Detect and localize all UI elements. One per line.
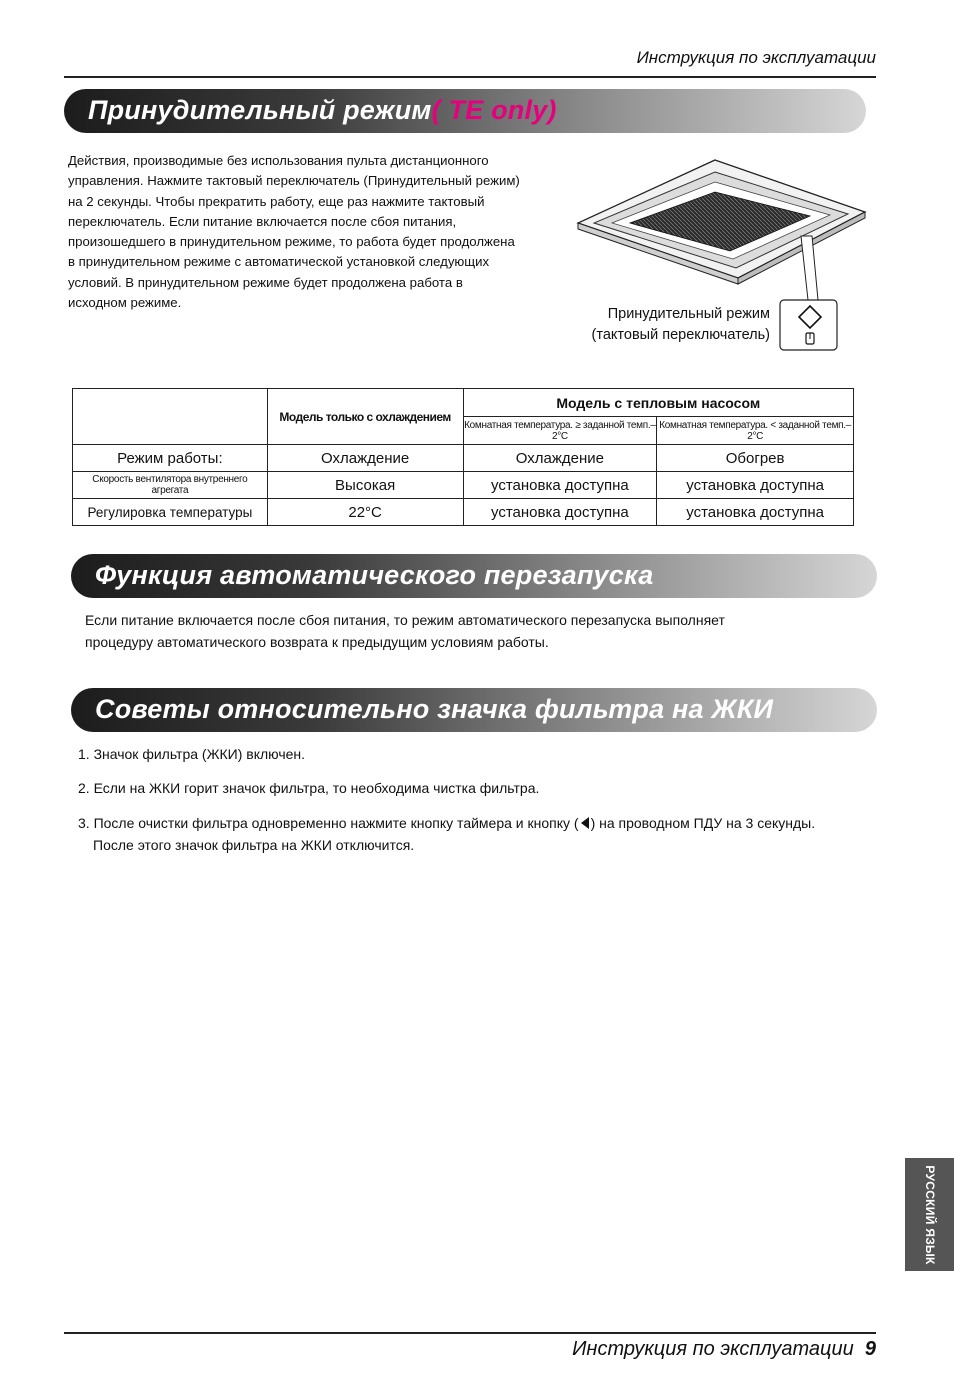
section2-paragraph: [85, 609, 725, 653]
row-label: Скорость вентилятора внутреннего агрегата: [73, 472, 268, 499]
table-row: [73, 445, 854, 472]
section1-paragraph: [68, 151, 573, 313]
list-item-text: 2. Если на ЖКИ горит значок фильтра, то необходима чистка фильтра.: [78, 780, 540, 796]
table-row: [73, 472, 854, 499]
page-number: 9: [864, 1338, 876, 1360]
figure-caption-line1: Принудительный режим: [607, 306, 770, 322]
paragraph-line: в принудительном режиме с автоматической установкой следующих: [68, 254, 490, 270]
forced-mode-table: [72, 388, 854, 526]
col-heat-pump-ge: Комнатная температура. ≥ заданной темп.–2°C: [463, 417, 657, 445]
paragraph-line: переключатель. Если питание включается после сбоя питания,: [68, 213, 457, 229]
cell-cool-only: 22°C: [267, 499, 463, 526]
footer-rule: [64, 1332, 876, 1334]
header-rule: [64, 76, 876, 78]
figure-caption: [556, 304, 770, 346]
tact-switch-icon: [790, 302, 830, 348]
col-heat-pump: Модель с тепловым насосом: [463, 389, 854, 417]
cell-hp-ge: установка доступна: [463, 472, 657, 499]
paragraph-line: произошедшего в принудительном режиме, то работа будет продолжена: [68, 234, 515, 250]
row-label: Регулировка температуры: [73, 499, 268, 526]
table-row: [73, 499, 854, 526]
list-item: [78, 777, 539, 799]
paragraph-line: исходном режиме.: [68, 295, 182, 311]
section2-banner: [71, 554, 877, 598]
list-item-text: 3. После очистки фильтра одновременно нажмите кнопку таймера и кнопку ( ) на проводном ПДУ на 3 секунды.: [78, 815, 816, 831]
paragraph-line: Действия, производимые без использования пульта дистанционного: [68, 153, 489, 168]
paragraph-line: управления. Нажмите тактовый переключатель (Принудительный режим): [68, 173, 520, 189]
section1-title-main: Принудительный режим: [88, 95, 432, 125]
section3-title: Советы относительно значка фильтра на ЖКИ: [95, 694, 774, 724]
list-item: [78, 743, 305, 765]
cell-cool-only: Охлаждение: [267, 445, 463, 472]
col-heat-pump-lt: Комнатная температура. < заданной темп.–2°C: [657, 417, 854, 445]
paragraph-line: условий. В принудительном режиме будет продолжена работа в: [68, 274, 463, 290]
cell-hp-lt: установка доступна: [657, 472, 854, 499]
cell-hp-lt: установка доступна: [657, 499, 854, 526]
section1-title: [88, 95, 557, 126]
footer-text: Инструкция по эксплуатации: [572, 1338, 854, 1360]
cell-cool-only: Высокая: [267, 472, 463, 499]
header-title: Инструкция по эксплуатации: [636, 48, 876, 67]
section1-banner: [64, 89, 866, 133]
section2-title: Функция автоматического перезапуска: [95, 560, 654, 590]
cell-hp-ge: установка доступна: [463, 499, 657, 526]
list-item-text: 1. Значок фильтра (ЖКИ) включен.: [78, 746, 306, 762]
row-label: Режим работы:: [73, 445, 268, 472]
footer: [572, 1338, 876, 1361]
language-label: РУССКИЙ ЯЗЫК: [922, 1164, 937, 1265]
table-corner-cell: [73, 389, 268, 445]
language-side-tab: [905, 1158, 954, 1271]
section3-banner: [71, 688, 877, 732]
table-header-row: [73, 389, 854, 417]
list-item: [78, 812, 815, 856]
paragraph-line: на 2 секунды. Чтобы прекратить работу, еще раз нажмите тактовый: [68, 193, 485, 209]
figure-caption-line2: (тактовый переключатель): [591, 327, 770, 343]
paragraph-line: Если питание включается после сбоя питания, то режим автоматического перезапуска выполняет: [85, 612, 725, 628]
section1-title-accent: ( TE only): [431, 95, 557, 125]
cell-hp-ge: Охлаждение: [463, 445, 657, 472]
left-triangle-icon: [581, 817, 589, 829]
paragraph-line: процедуру автоматического возврата к предыдущим условиям работы.: [85, 634, 549, 650]
list-item-text: После этого значок фильтра на ЖКИ отключится.: [93, 837, 415, 853]
cell-hp-lt: Обогрев: [657, 445, 854, 472]
col-cool-only: Модель только с охлаждением: [267, 389, 463, 445]
